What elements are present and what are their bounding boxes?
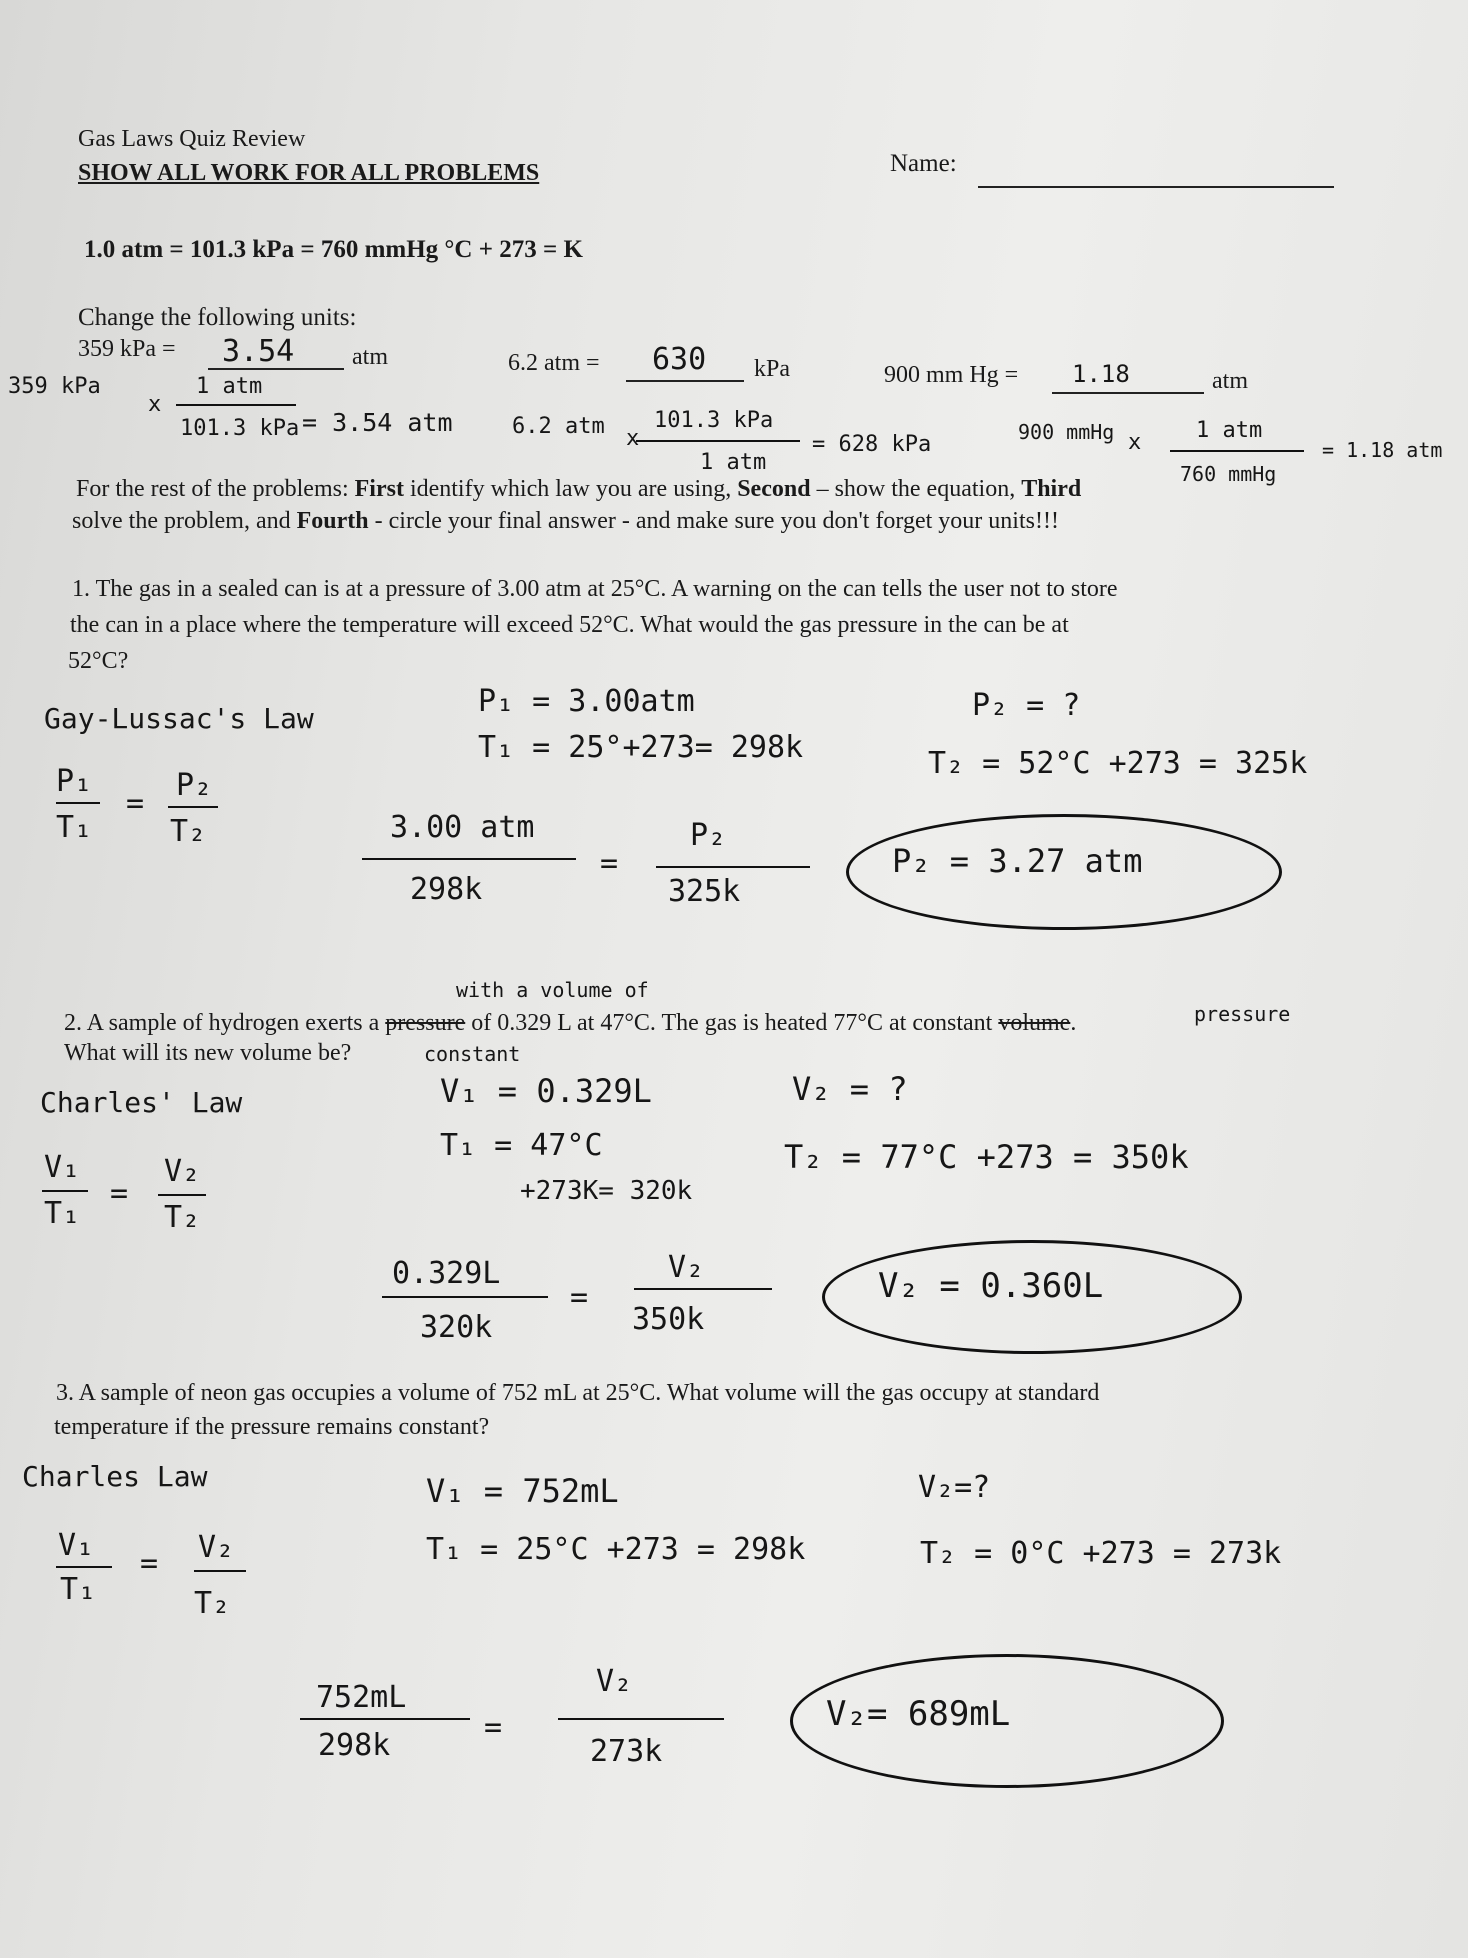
unit-work-3-num: 1 atm [1196, 418, 1263, 443]
problem-2-eq-bar2 [158, 1194, 206, 1196]
problem-1-sub-top1: 3.00 atm [390, 810, 535, 845]
problem-2-text-a: 2. A sample of hydrogen exerts a [64, 1010, 386, 1036]
problem-2-given-t1-kelvin: +273K= 320k [520, 1176, 693, 1206]
problem-2-line-1 [64, 1010, 1076, 1037]
problem-1-given-p2: P₂ = ? [972, 688, 1081, 723]
unit-prompt-3: 900 mm Hg = [884, 362, 1019, 388]
problem-2-eq-top2: V₂ [164, 1154, 201, 1189]
problem-3-given-t1: T₁ = 25°C +273 = 298k [426, 1532, 806, 1567]
problem-2-volume-word: volume [998, 1010, 1071, 1036]
problem-2-sub-bar1 [382, 1296, 548, 1298]
instr-text-c: identify which law you are using, [403, 476, 738, 502]
conversion-constants: 1.0 atm = 101.3 kPa = 760 mmHg °C + 273 = K [84, 236, 583, 263]
problem-2-pressure-word: pressure [385, 1010, 466, 1036]
instr-text-2a: solve the problem, and [72, 508, 297, 534]
units-heading: Change the following units: [78, 304, 357, 331]
problem-1-sub-bot1: 298k [410, 872, 483, 907]
problem-2-text-e: . [1070, 1010, 1077, 1036]
unit-work-2-num: 101.3 kPa [654, 408, 774, 433]
unit-work-1-result: = 3.54 atm [302, 408, 453, 437]
unit-work-2-result: = 628 kPa [812, 432, 932, 457]
problem-3-line-2: temperature if the pressure remains constant? [54, 1414, 490, 1440]
problem-2-eq-equals: = [110, 1176, 129, 1211]
problem-1-eq-bar1 [56, 802, 100, 804]
unit-work-2-bar [636, 440, 800, 442]
problem-2-sub-bot1: 320k [420, 1310, 493, 1345]
problem-2-sub-bar2 [634, 1288, 772, 1290]
unit-work-1-bar [176, 404, 296, 406]
unit-blank-3 [1052, 392, 1204, 394]
problem-3-sub-bar1 [300, 1718, 470, 1720]
instr-text-a: For the rest of the problems: [76, 476, 355, 502]
problem-1-sub-bot2: 325k [668, 874, 741, 909]
problem-2-eq-bot2: T₂ [164, 1200, 201, 1235]
problem-3-given-t2: T₂ = 0°C +273 = 273k [920, 1536, 1282, 1571]
problem-1-answer: P₂ = 3.27 atm [892, 842, 1143, 880]
problem-3-law: Charles Law [22, 1460, 208, 1493]
problem-1-line-1: 1. The gas in a sealed can is at a pressure of 3.00 atm at 25°C. A warning on the can tells the user not to store [72, 576, 1118, 602]
unit-unit-3: atm [1212, 368, 1248, 394]
problem-1-line-3: 52°C? [68, 648, 129, 674]
problem-1-given-t2: T₂ = 52°C +273 = 325k [928, 746, 1308, 781]
problem-3-eq-bot1: T₁ [60, 1572, 97, 1607]
problem-1-law: Gay-Lussac's Law [44, 702, 314, 735]
problem-3-sub-bot2: 273k [590, 1734, 663, 1769]
problem-2-given-v1: V₁ = 0.329L [440, 1072, 652, 1110]
instr-text-e: – show the equation, [810, 476, 1022, 502]
unit-work-2-den: 1 atm [700, 450, 767, 475]
unit-answer-2: 630 [652, 342, 707, 377]
unit-work-1-lhs: 359 kPa [8, 374, 101, 399]
problem-2-eq-bar1 [42, 1190, 88, 1192]
problem-3-sub-top2: V₂ [596, 1664, 633, 1699]
problem-3-eq-top2: V₂ [198, 1530, 235, 1565]
problem-2-sub-equals: = [570, 1280, 589, 1315]
problem-1-eq-top1: P₁ [56, 764, 93, 799]
problem-3-given-v2: V₂=? [918, 1470, 991, 1505]
unit-answer-1: 3.54 [222, 334, 295, 369]
problem-2-law: Charles' Law [40, 1086, 243, 1119]
problem-3-eq-bar1 [56, 1566, 112, 1568]
problem-1-sub-top2: P₂ [690, 818, 727, 853]
unit-unit-1: atm [352, 344, 388, 370]
problem-3-line-1: 3. A sample of neon gas occupies a volume of 752 mL at 25°C. What volume will the gas occupy at standard [56, 1380, 1100, 1406]
unit-work-3-bar [1170, 450, 1304, 452]
problem-2-line-2: What will its new volume be? [64, 1040, 352, 1066]
problem-3-eq-equals: = [140, 1546, 159, 1581]
unit-work-1-num: 1 atm [196, 374, 263, 399]
problem-3-given-v1: V₁ = 752mL [426, 1472, 619, 1510]
problem-3-sub-bar2 [558, 1718, 724, 1720]
problem-3-eq-bot2: T₂ [194, 1586, 231, 1621]
problem-1-eq-bar2 [168, 806, 218, 808]
unit-answer-3: 1.18 [1072, 360, 1130, 388]
problem-3-sub-equals: = [484, 1710, 503, 1745]
problem-2-eq-top1: V₁ [44, 1150, 81, 1185]
problem-3-eq-top1: V₁ [58, 1528, 95, 1563]
problem-1-line-2: the can in a place where the temperature will exceed 52°C. What would the gas pressure in the can be at [70, 612, 1069, 638]
problem-1-given-t1: T₁ = 25°+273= 298k [478, 730, 804, 765]
problem-2-sub-top1: 0.329L [392, 1256, 501, 1291]
unit-blank-2 [626, 380, 744, 382]
name-label: Name: [890, 150, 957, 177]
problem-2-pressure-note: pressure [1194, 1002, 1291, 1026]
instr-fourth: Fourth [296, 508, 369, 534]
problem-3-eq-bar2 [194, 1570, 246, 1572]
problem-2-given-v2: V₂ = ? [792, 1070, 908, 1108]
instr-first: First [354, 476, 404, 502]
unit-work-2-times: x [626, 426, 640, 451]
unit-work-1-den: 101.3 kPa [180, 416, 300, 441]
problem-2-sub-bot2: 350k [632, 1302, 705, 1337]
problem-1-sub-bar1 [362, 858, 576, 860]
instructions-line-1 [76, 476, 1081, 503]
unit-unit-2: kPa [754, 356, 790, 382]
instr-third: Third [1021, 476, 1082, 502]
problem-1-eq-top2: P₂ [176, 768, 213, 803]
problem-2-sub-top2: V₂ [668, 1250, 705, 1285]
problem-2-answer: V₂ = 0.360L [878, 1266, 1104, 1306]
problem-3-sub-bot1: 298k [318, 1728, 391, 1763]
problem-3-answer: V₂= 689mL [826, 1694, 1011, 1734]
problem-2-given-t1: T₁ = 47°C [440, 1128, 603, 1163]
problem-2-insert-note: with a volume of [456, 978, 649, 1002]
problem-1-given-p1: P₁ = 3.00atm [478, 684, 695, 719]
unit-work-2-lhs: 6.2 atm [512, 414, 605, 439]
problem-2-given-t2: T₂ = 77°C +273 = 350k [784, 1138, 1189, 1176]
problem-2-constant-note: constant [424, 1042, 521, 1066]
problem-1-eq-equals: = [126, 786, 145, 821]
problem-2-eq-bot1: T₁ [44, 1196, 81, 1231]
unit-work-3-result: = 1.18 atm [1322, 438, 1443, 462]
unit-work-3-den: 760 mmHg [1180, 462, 1277, 486]
problem-1-eq-bot1: T₁ [56, 810, 93, 845]
name-blank [978, 186, 1334, 188]
worksheet-title: Gas Laws Quiz Review [78, 126, 306, 152]
unit-work-3-times: x [1128, 430, 1142, 455]
problem-1-eq-bot2: T₂ [170, 814, 207, 849]
worksheet-subtitle: SHOW ALL WORK FOR ALL PROBLEMS [78, 160, 540, 186]
unit-prompt-1: 359 kPa = [78, 336, 176, 362]
unit-work-1-times: x [148, 392, 162, 417]
problem-1-sub-bar2 [656, 866, 810, 868]
instructions-line-2 [72, 508, 1059, 535]
unit-work-3-lhs: 900 mmHg [1018, 420, 1115, 444]
problem-3-sub-top1: 752mL [316, 1680, 407, 1715]
problem-2-text-c: of 0.329 L at 47°C. The gas is heated 77°C at constant [465, 1010, 999, 1036]
instr-second: Second [737, 476, 811, 502]
unit-prompt-2: 6.2 atm = [508, 350, 600, 376]
instr-text-2c: - circle your final answer - and make sure you don't forget your units!!! [368, 508, 1059, 534]
problem-1-sub-equals: = [600, 846, 619, 881]
